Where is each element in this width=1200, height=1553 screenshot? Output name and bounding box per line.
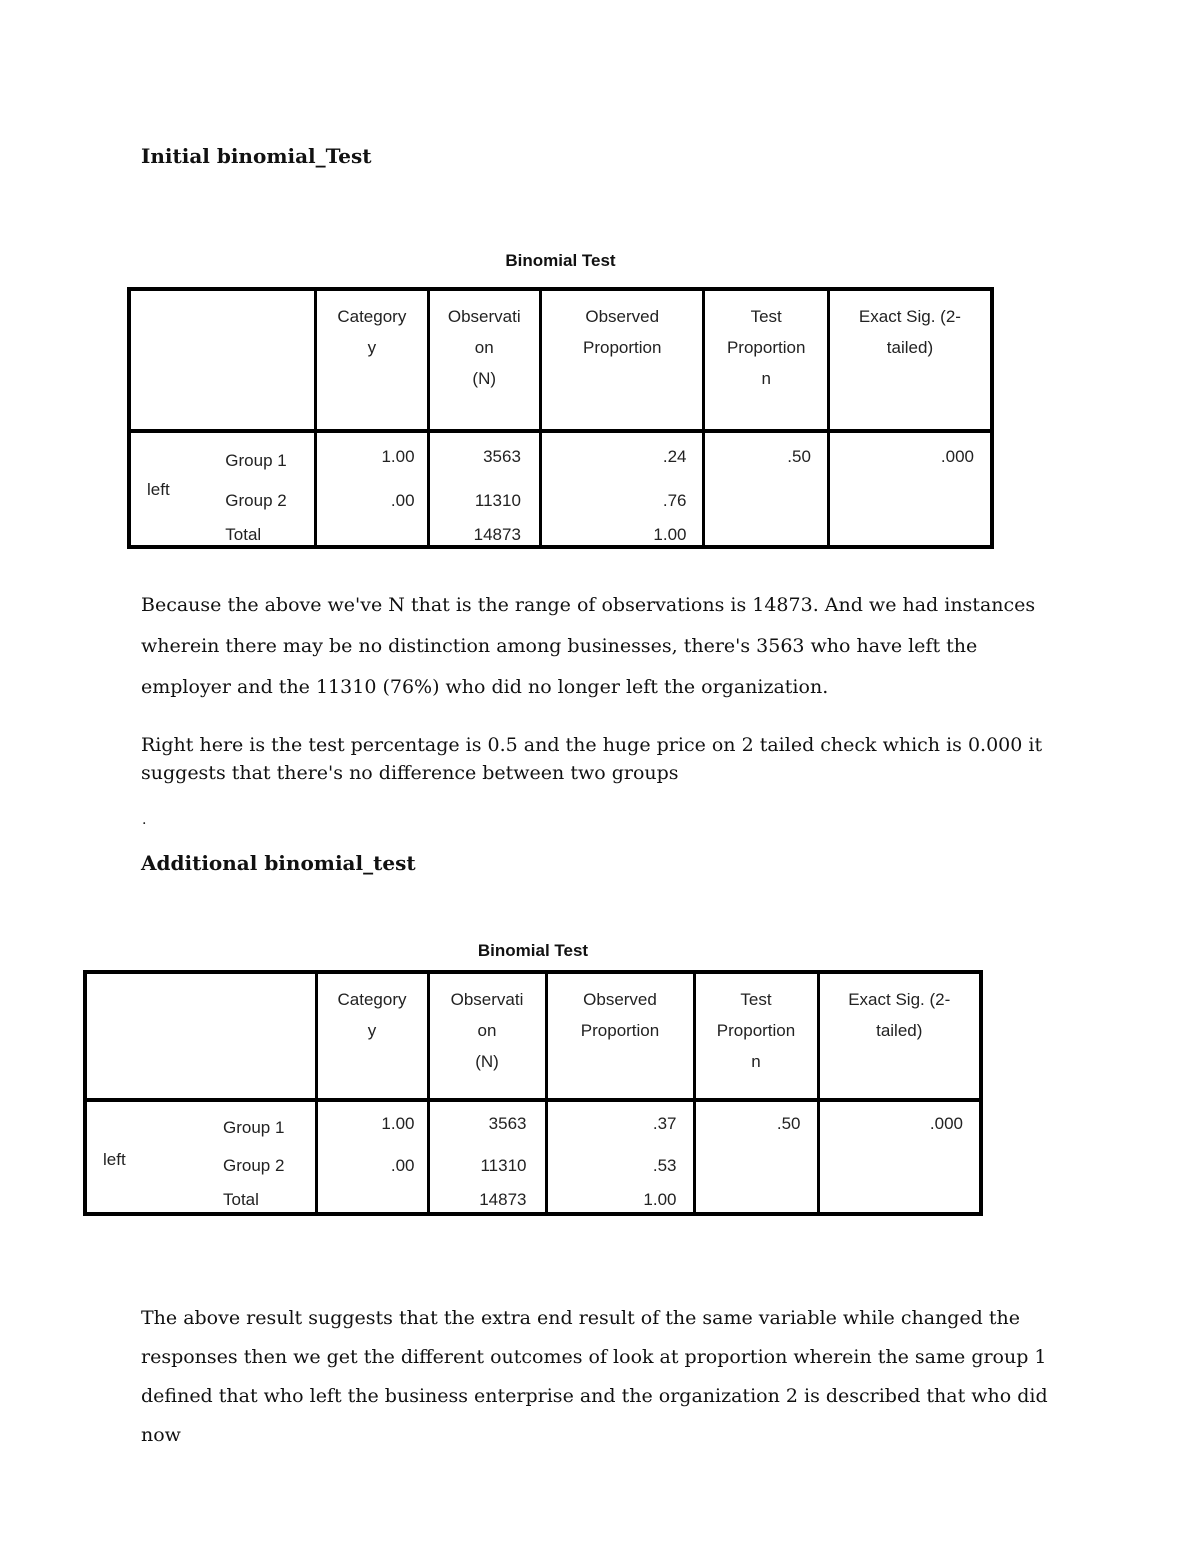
- cell-n: 14873: [428, 515, 540, 547]
- header-exact-sig: Exact Sig. (2- tailed): [818, 972, 981, 1100]
- table-corner: [85, 972, 213, 1100]
- cell-category: [316, 515, 428, 547]
- cell-test-prop: [704, 479, 828, 515]
- table-corner: [129, 289, 215, 431]
- cell-n: 14873: [428, 1182, 546, 1214]
- header-test-proportion: Test Proportion n: [704, 289, 828, 431]
- cell-observed-prop: .37: [546, 1100, 694, 1146]
- cell-observed-prop: 1.00: [540, 515, 704, 547]
- cell-n: 11310: [428, 1146, 546, 1182]
- stray-dot: .: [142, 812, 147, 828]
- cell-sig: .000: [818, 1100, 981, 1146]
- cell-sig: .000: [828, 431, 992, 479]
- table-row: [85, 1182, 981, 1214]
- header-category: Category y: [316, 289, 428, 431]
- table-caption: Binomial Test: [477, 941, 589, 960]
- cell-sig: [828, 515, 992, 547]
- table-row: [129, 431, 992, 479]
- binomial-test-table: [83, 970, 983, 1216]
- row-label: left: [103, 1150, 126, 1169]
- header-category: Category y: [316, 972, 428, 1100]
- table-row: [129, 479, 992, 515]
- cell-sig: [818, 1182, 981, 1214]
- table-row: [129, 515, 992, 547]
- header-observed-proportion: Observed Proportion: [540, 289, 704, 431]
- section-heading: Additional binomial_test: [141, 851, 416, 875]
- header-observation: Observati on (N): [428, 289, 540, 431]
- header-observed-proportion: Observed Proportion: [546, 972, 694, 1100]
- cell-test-prop: [694, 1182, 818, 1214]
- row-label: left: [147, 480, 170, 499]
- cell-category: [316, 1182, 428, 1214]
- header-test-proportion: Test Proportion n: [694, 972, 818, 1100]
- group-label: Group 1: [223, 1118, 285, 1137]
- paragraph: Right here is the test percentage is 0.5 and the huge price on 2 tailed check which is 0.000 it suggests that there's no difference between two groups: [141, 734, 1043, 784]
- group-label: Group 2: [225, 491, 287, 510]
- cell-observed-prop: .76: [540, 479, 704, 515]
- header-observation: Observati on (N): [428, 972, 546, 1100]
- cell-test-prop: .50: [704, 431, 828, 479]
- header-exact-sig: Exact Sig. (2- tailed): [828, 289, 992, 431]
- table-row: [85, 1146, 981, 1182]
- cell-observed-prop: .53: [546, 1146, 694, 1182]
- group-label: Total: [225, 525, 262, 544]
- section-heading: Initial binomial_Test: [141, 144, 372, 168]
- cell-test-prop: .50: [694, 1100, 818, 1146]
- table-row: [85, 1100, 981, 1146]
- cell-n: 11310: [428, 479, 540, 515]
- cell-observed-prop: .24: [540, 431, 704, 479]
- cell-n: 3563: [428, 1100, 546, 1146]
- group-label: Total: [223, 1190, 259, 1209]
- cell-category: 1.00: [316, 431, 428, 479]
- group-label: Group 2: [223, 1156, 285, 1175]
- table-caption: Binomial Test: [505, 251, 616, 270]
- cell-test-prop: [704, 515, 828, 547]
- cell-observed-prop: 1.00: [546, 1182, 694, 1214]
- cell-test-prop: [694, 1146, 818, 1182]
- cell-sig: [828, 479, 992, 515]
- cell-category: 1.00: [316, 1100, 428, 1146]
- cell-sig: [818, 1146, 981, 1182]
- binomial-test-table: [127, 287, 994, 549]
- group-label: Group 1: [225, 451, 287, 470]
- paragraph: Because the above we've N that is the range of observations is 14873. And we had instances wherein there may be no distinction among businesses, there's 3563 who have left the employer and the 11310 (76%) who did no longer left the organization.: [141, 594, 1036, 698]
- paragraph: The above result suggests that the extra end result of the same variable while changed the responses then we get the different outcomes of look at proportion wherein the same group 1 defined that who left the business enterprise and the organization 2 is described that who did now: [141, 1307, 1048, 1446]
- cell-n: 3563: [428, 431, 540, 479]
- cell-category: .00: [316, 479, 428, 515]
- cell-category: .00: [316, 1146, 428, 1182]
